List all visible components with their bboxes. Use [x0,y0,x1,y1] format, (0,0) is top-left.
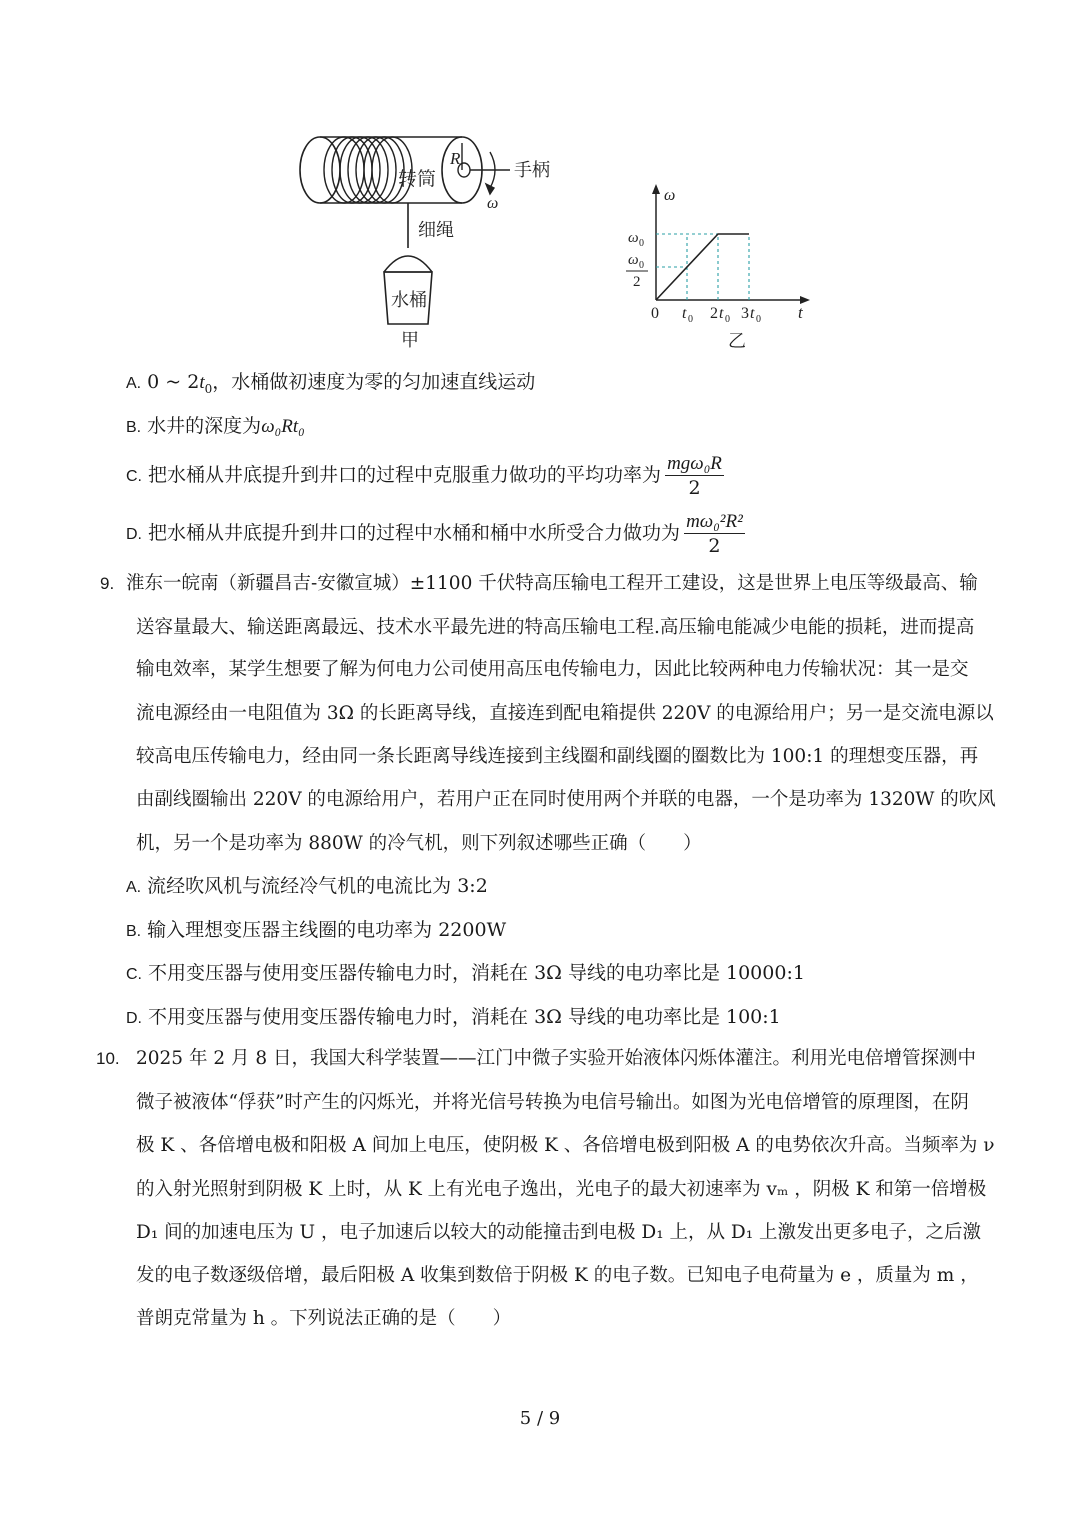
q9-option-c: C. 不用变压器与使用变压器传输电力时，消耗在 3Ω 导线的电功率比是 10000:1 [126,962,805,984]
svg-text:2: 2 [633,274,641,290]
q8-option-d: D. 把水桶从井底提升到井口的过程中水桶和桶中水所受合力做功为 $\frac{\text{mω₀²R²}}{2}$ [126,510,743,557]
y-axis-label: ω [664,187,676,204]
handle-label: 手柄 [514,160,550,180]
q9-stem-line: 流电源经由一电阻值为 3Ω 的长距离导线，直接连到配电箱提供 220V 的电源给用户；另一是交流电源以 [136,703,994,724]
q9-stem-line: 输电效率，某学生想要了解为何电力公司使用高压电传输电力，因此比较两种电力传输状况：其一是交 [136,659,969,680]
q8-option-a: A. 0 ~ $2t_0$，水桶做初速度为零的匀加速直线运动 [126,371,536,396]
x-axis-label: t [798,303,803,322]
svg-text:0: 0 [639,238,644,249]
svg-text:2: 2 [710,305,718,322]
rope-label: 细绳 [418,220,454,240]
origin-label: 0 [651,305,659,322]
x-tick-3t0 [741,305,761,325]
figure-jia [290,130,580,355]
caption-yi: 乙 [728,331,746,351]
fraction-c: $\frac{\text{mgω₀R}}{2}$ [667,452,722,499]
y-tick-omega0 [628,230,644,249]
y-axis-arrow-icon [652,184,660,194]
dashed-guides [656,234,749,300]
q9-stem-line: 由副线圈输出 220V 的电源给用户，若用户正在同时使用两个并联的电器，一个是功率为 1320W 的吹风 [136,789,996,810]
figure-yi-graph [620,180,820,355]
svg-text:0: 0 [725,314,730,325]
page-number: 5 / 9 [519,1408,561,1429]
bucket-label: 水桶 [391,290,427,310]
y-tick-omega0-half [626,252,648,290]
radius-label: R [450,149,461,168]
q10-stem-line: 发的电子数逐级倍增，最后阳极 A 收集到数倍于阴极 K 的电子数。已知电子电荷量为 e ，质量为 m ， [136,1265,979,1286]
q9-option-b: B. 输入理想变压器主线圈的电功率为 2200W [126,919,507,941]
q10-stem-line: 极 K 、各倍增电极和阳极 A 间加上电压，使阴极 K 、各倍增电极到阳极 A 的电势依次升高。当频率为 ν [136,1135,995,1156]
axle [458,143,510,177]
q8-option-c: C. 把水桶从井底提升到井口的过程中克服重力做功的平均功率为 $\frac{\text{mgω₀R}}{2}$ [126,452,722,499]
q10-stem-line: 普朗克常量为 h 。下列说法正确的是（ ） [136,1308,512,1329]
q9-number: 9. [100,574,115,593]
q9-stem-line: 机，另一个是功率为 880W 的冷气机，则下列叙述哪些正确（ ） [136,833,702,854]
caption-jia: 甲 [401,330,419,350]
x-tick-2t0 [710,305,730,325]
q8-option-b: B. 水井的深度为ω₀Rt₀ [126,415,305,437]
svg-text:t: t [682,305,687,322]
q9-stem-line: 淮东一皖南（新疆昌吉-安徽宣城）±1100 千伏特高压输电工程开工建设，这是世界上电压等级最高、输 [126,573,978,594]
drum-label: 转筒 [398,169,437,190]
svg-text:ω: ω [628,230,639,246]
svg-text:0: 0 [756,314,761,325]
rotation-arrow-icon [486,152,495,194]
svg-text:0: 0 [688,314,693,325]
q10-stem-line: 微子被液体“俘获”时产生的闪烁光，并将光信号转换为电信号输出。如图为光电倍增管的原理图，在阴 [136,1092,969,1113]
q9-option-d: D. 不用变压器与使用变压器传输电力时，消耗在 3Ω 导线的电功率比是 100:1 [126,1006,781,1028]
q10-number: 10. [96,1049,120,1068]
q9-stem-line: 送容量最大、输送距离最远、技术水平最先进的特高压输电工程.高压输电能减少电能的损耗，进而提高 [136,617,975,638]
svg-text:t: t [719,305,724,322]
svg-text:0: 0 [639,260,644,271]
q10-stem-line: 的入射光照射到阴极 K 上时，从 K 上有光电子逸出，光电子的最大初速率为 vₘ ，阴极 K 和第一倍增极 [136,1179,987,1200]
x-tick-t0 [682,305,693,325]
svg-text:ω: ω [628,252,639,268]
fraction-d: $\frac{\text{mω₀²R²}}{2}$ [686,510,743,557]
svg-text:t: t [750,305,755,322]
svg-text:3: 3 [741,305,749,322]
q9-option-a: A. 流经吹风机与流经冷气机的电流比为 3:2 [126,875,488,897]
q10-stem-line: 2025 年 2 月 8 日，我国大科学装置——江门中微子实验开始液体闪烁体灌注。利用光电倍增管探测中 [136,1048,977,1069]
omega-label: ω [487,195,499,212]
q9-stem-line: 较高电压传输电力，经由同一条长距离导线连接到主线圈和副线圈的圈数比为 100:1 的理想变压器，再 [136,746,979,767]
q10-stem-line: D₁ 间的加速电压为 U ，电子加速后以较大的动能撞击到电极 D₁ 上，从 D₁ 上激发出更多电子，之后激 [136,1222,982,1243]
